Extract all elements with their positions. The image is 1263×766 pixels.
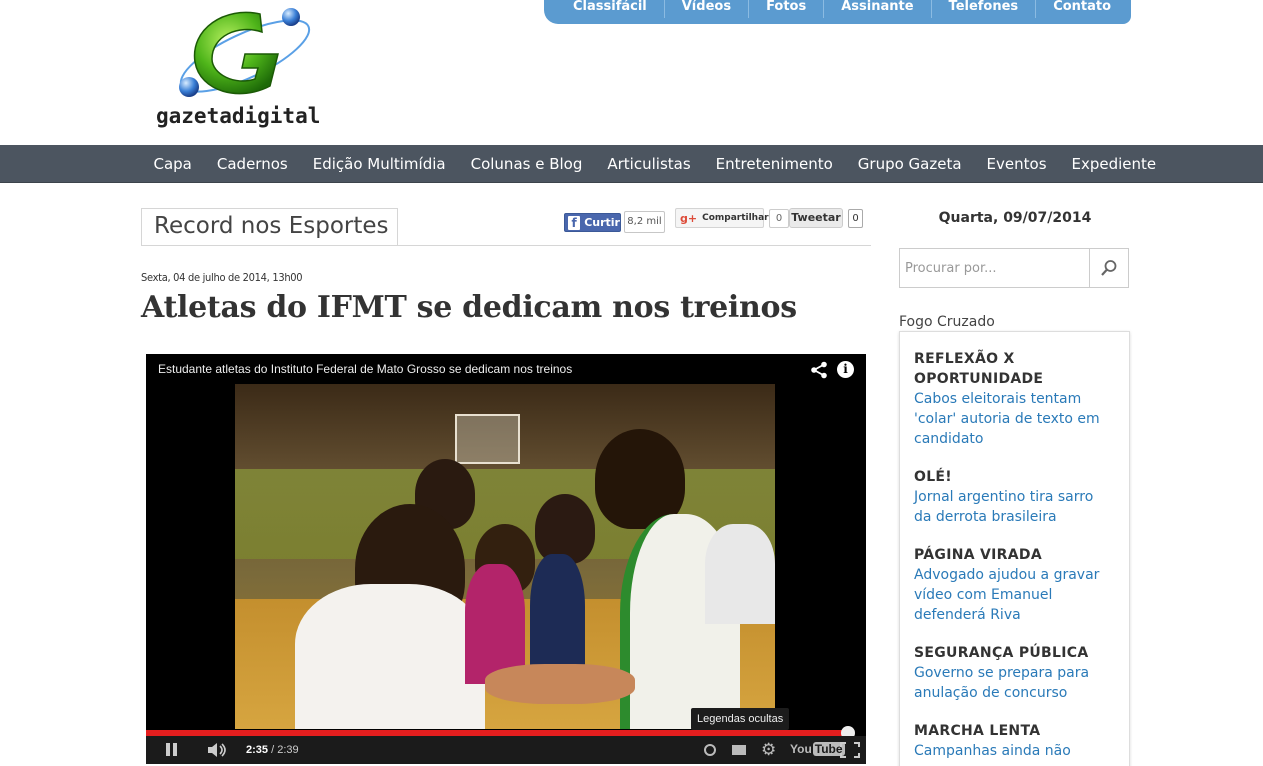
item-kicker: MARCHA LENTA — [914, 723, 1041, 739]
mainnav-capa[interactable]: Capa — [153, 155, 192, 173]
search-input[interactable] — [900, 249, 1089, 287]
video-player[interactable] — [146, 354, 866, 764]
facebook-like-button[interactable] — [564, 213, 621, 232]
youtube-logo-you: You — [790, 742, 812, 756]
mainnav-grupo-gazeta[interactable]: Grupo Gazeta — [857, 155, 962, 173]
facebook-like-label: Curtir — [584, 216, 620, 229]
search-button[interactable] — [1089, 249, 1128, 287]
item-kicker: REFLEXÃO X OPORTUNIDADE — [914, 351, 1044, 387]
facebook-like-count: 8,2 mil — [624, 211, 665, 233]
video-controls — [146, 736, 866, 764]
article-headline: Atletas do IFMT se dedicam nos treinos — [141, 290, 797, 325]
list-item — [914, 467, 1115, 527]
section-title: Record nos Esportes — [141, 208, 398, 245]
watch-later-icon[interactable] — [704, 744, 716, 756]
search-icon — [1100, 259, 1118, 277]
mainnav-articulistas[interactable]: Articulistas — [607, 155, 691, 173]
item-link[interactable]: Jornal argentino tira sarro da derrota brasileira — [914, 489, 1094, 525]
top-nav — [544, 0, 1131, 24]
topnav-fotos[interactable]: Fotos — [749, 0, 824, 18]
gplus-share-label: Compartilhar — [702, 213, 769, 223]
today-date: Quarta, 09/07/2014 — [938, 210, 1092, 226]
mainnav-colunas-blog[interactable]: Colunas e Blog — [470, 155, 583, 173]
tweet-button[interactable]: Tweetar — [789, 208, 843, 228]
section-divider — [141, 245, 871, 246]
logo-g-icon — [150, 4, 335, 109]
youtube-logo[interactable] — [790, 742, 845, 756]
item-kicker: OLÉ! — [914, 469, 952, 485]
info-icon[interactable]: i — [837, 361, 854, 378]
list-item — [914, 545, 1115, 625]
gplus-share-count: 0 — [769, 209, 789, 228]
list-item — [914, 643, 1115, 703]
list-item — [914, 349, 1115, 449]
captions-icon[interactable] — [732, 745, 746, 755]
topnav-telefones[interactable]: Telefones — [932, 0, 1037, 18]
fogo-cruzado-title: Fogo Cruzado — [899, 314, 995, 330]
mainnav-cadernos[interactable]: Cadernos — [216, 155, 288, 173]
gplus-share-button[interactable] — [675, 208, 769, 228]
item-link[interactable]: Governo se prepara para anulação de concurso — [914, 665, 1090, 701]
share-icon[interactable] — [810, 361, 828, 379]
mainnav-eventos[interactable]: Eventos — [986, 155, 1047, 173]
captions-tooltip: Legendas ocultas — [691, 708, 789, 730]
video-title: Estudante atletas do Instituto Federal de Mato Grosso se dedicam nos treinos — [158, 362, 573, 376]
fogo-cruzado-list — [899, 331, 1130, 766]
video-current-time: 2:35 — [246, 744, 269, 756]
topnav-contato[interactable]: Contato — [1053, 0, 1112, 14]
site-logo[interactable] — [150, 4, 335, 132]
fullscreen-icon[interactable] — [840, 742, 860, 758]
topnav-videos[interactable]: Vídeos — [665, 0, 749, 18]
search-box — [899, 248, 1129, 288]
video-frame — [235, 384, 775, 729]
item-link[interactable]: Advogado ajudou a gravar vídeo com Emanuel defenderá Riva — [914, 567, 1100, 623]
video-time — [246, 744, 299, 756]
gplus-icon: g+ — [680, 211, 698, 225]
basketball-hoop-image — [455, 414, 520, 464]
mainnav-edicao-multimidia[interactable]: Edição Multimídia — [312, 155, 446, 173]
list-item — [914, 721, 1115, 761]
topnav-classificados[interactable]: Classifácil — [556, 0, 665, 18]
settings-icon[interactable]: ⚙ — [761, 740, 777, 759]
youtube-logo-tube: Tube — [814, 742, 843, 756]
mainnav-expediente[interactable]: Expediente — [1071, 155, 1157, 173]
item-link[interactable]: Campanhas ainda não — [914, 743, 1071, 759]
item-kicker: PÁGINA VIRADA — [914, 547, 1042, 563]
volume-icon[interactable] — [208, 743, 228, 757]
article-date: Sexta, 04 de julho de 2014, 13h00 — [141, 271, 303, 284]
item-kicker: SEGURANÇA PÚBLICA — [914, 645, 1089, 661]
main-nav — [0, 145, 1263, 183]
topnav-assinante[interactable]: Assinante — [824, 0, 931, 18]
facebook-icon: f — [568, 216, 580, 230]
logo-text: gazetadigital — [156, 104, 321, 128]
mainnav-entretenimento[interactable]: Entretenimento — [715, 155, 833, 173]
video-duration: / 2:39 — [271, 744, 299, 756]
pause-icon[interactable] — [166, 743, 180, 757]
item-link[interactable]: Cabos eleitorais tentam 'colar' autoria de texto em candidato — [914, 391, 1100, 447]
tweet-count: 0 — [848, 209, 863, 228]
